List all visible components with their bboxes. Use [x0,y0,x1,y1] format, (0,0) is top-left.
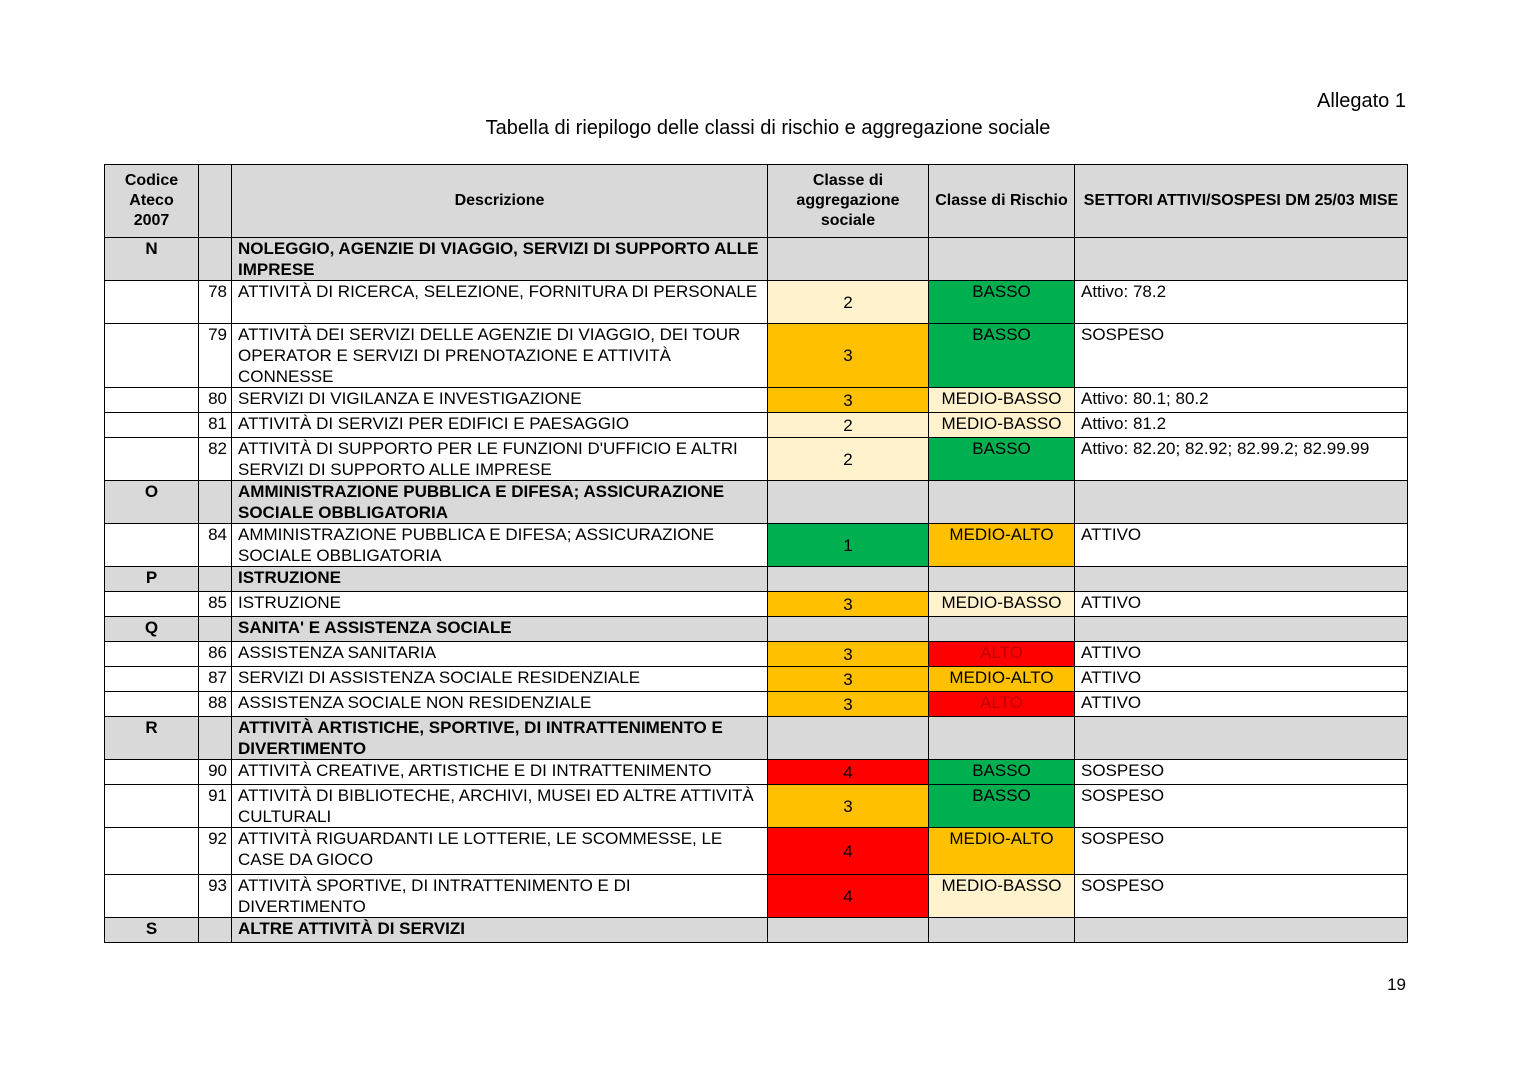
table-row [105,388,1408,413]
section-description: AMMINISTRAZIONE PUBBLICA E DIFESA; ASSICURAZIONE SOCIALE OBBLIGATORIA [232,481,768,524]
row-number: 80 [199,388,232,413]
row-settori: Attivo: 78.2 [1075,281,1408,324]
section-code: O [105,481,199,524]
table-row [105,785,1408,828]
row-number: 92 [199,828,232,875]
row-aggregazione: 2 [768,413,929,438]
row-code [105,413,199,438]
row-code [105,875,199,918]
section-row [105,481,1408,524]
row-code [105,828,199,875]
row-aggregazione: 3 [768,667,929,692]
row-code [105,760,199,785]
header-rischio: Classe di Rischio [929,165,1075,238]
row-description: ATTIVITÀ RIGUARDANTI LE LOTTERIE, LE SCOMMESSE, LE CASE DA GIOCO [232,828,768,875]
section-description: SANITA' E ASSISTENZA SOCIALE [232,617,768,642]
row-rischio: BASSO [929,785,1075,828]
section-description: ATTIVITÀ ARTISTICHE, SPORTIVE, DI INTRATTENIMENTO E DIVERTIMENTO [232,717,768,760]
table-row [105,760,1408,785]
allegato-label: Allegato 1 [1317,90,1406,112]
row-number: 91 [199,785,232,828]
table-row [105,667,1408,692]
row-code [105,642,199,667]
section-num [199,567,232,592]
row-number: 87 [199,667,232,692]
table-row [105,875,1408,918]
section-row [105,918,1408,943]
row-settori: ATTIVO [1075,592,1408,617]
section-settori [1075,567,1408,592]
table-row [105,413,1408,438]
section-row [105,617,1408,642]
row-description: ATTIVITÀ SPORTIVE, DI INTRATTENIMENTO E DI DIVERTIMENTO [232,875,768,918]
row-code [105,592,199,617]
section-rischio [929,481,1075,524]
table-row [105,524,1408,567]
row-number: 84 [199,524,232,567]
row-settori: ATTIVO [1075,667,1408,692]
header-settori: SETTORI ATTIVI/SOSPESI DM 25/03 MISE [1075,165,1408,238]
row-settori: Attivo: 82.20; 82.92; 82.99.2; 82.99.99 [1075,438,1408,481]
page-title: Tabella di riepilogo delle classi di rischio e aggregazione sociale [485,117,1051,139]
row-settori: ATTIVO [1075,524,1408,567]
row-settori: SOSPESO [1075,875,1408,918]
section-settori [1075,238,1408,281]
row-code [105,438,199,481]
section-settori [1075,481,1408,524]
row-aggregazione: 3 [768,592,929,617]
row-description: ATTIVITÀ DI BIBLIOTECHE, ARCHIVI, MUSEI ED ALTRE ATTIVITÀ CULTURALI [232,785,768,828]
section-aggregazione [768,918,929,943]
section-rischio [929,617,1075,642]
row-number: 79 [199,324,232,388]
row-code [105,692,199,717]
risk-summary-table [104,164,1408,943]
row-number: 90 [199,760,232,785]
row-code [105,281,199,324]
row-settori: SOSPESO [1075,785,1408,828]
row-aggregazione: 4 [768,875,929,918]
section-aggregazione [768,567,929,592]
section-code: R [105,717,199,760]
row-description: AMMINISTRAZIONE PUBBLICA E DIFESA; ASSICURAZIONE SOCIALE OBBLIGATORIA [232,524,768,567]
row-rischio: MEDIO-BASSO [929,592,1075,617]
row-code [105,388,199,413]
row-rischio: MEDIO-ALTO [929,828,1075,875]
row-number: 82 [199,438,232,481]
section-settori [1075,717,1408,760]
row-rischio: MEDIO-BASSO [929,388,1075,413]
section-num [199,238,232,281]
table-row [105,324,1408,388]
table-body [105,238,1408,943]
header-descrizione: Descrizione [232,165,768,238]
row-aggregazione: 4 [768,760,929,785]
table-row [105,592,1408,617]
row-code [105,785,199,828]
section-rischio [929,717,1075,760]
section-code: P [105,567,199,592]
row-aggregazione: 2 [768,438,929,481]
row-code [105,667,199,692]
section-row [105,567,1408,592]
row-number: 88 [199,692,232,717]
row-aggregazione: 2 [768,281,929,324]
section-rischio [929,918,1075,943]
row-rischio: MEDIO-ALTO [929,524,1075,567]
section-aggregazione [768,238,929,281]
row-aggregazione: 1 [768,524,929,567]
table-row [105,438,1408,481]
row-description: ASSISTENZA SOCIALE NON RESIDENZIALE [232,692,768,717]
row-rischio: MEDIO-BASSO [929,413,1075,438]
row-settori: SOSPESO [1075,324,1408,388]
table-header-row [105,165,1408,238]
row-rischio: BASSO [929,324,1075,388]
row-aggregazione: 3 [768,388,929,413]
header-codice: Codice Ateco 2007 [105,165,199,238]
row-description: SERVIZI DI VIGILANZA E INVESTIGAZIONE [232,388,768,413]
row-code [105,524,199,567]
section-code: N [105,238,199,281]
section-num [199,617,232,642]
row-number: 78 [199,281,232,324]
row-description: ATTIVITÀ CREATIVE, ARTISTICHE E DI INTRATTENIMENTO [232,760,768,785]
section-row [105,238,1408,281]
row-aggregazione: 3 [768,642,929,667]
row-aggregazione: 3 [768,785,929,828]
table-row [105,281,1408,324]
row-description: ASSISTENZA SANITARIA [232,642,768,667]
row-number: 81 [199,413,232,438]
section-description: ISTRUZIONE [232,567,768,592]
row-description: ATTIVITÀ DEI SERVIZI DELLE AGENZIE DI VIAGGIO, DEI TOUR OPERATOR E SERVIZI DI PRENOTAZIONE E ATTIVITÀ CONNESSE [232,324,768,388]
page-number: 19 [1387,975,1406,994]
section-row [105,717,1408,760]
table-row [105,828,1408,875]
row-rischio: BASSO [929,760,1075,785]
section-aggregazione [768,481,929,524]
row-aggregazione: 4 [768,828,929,875]
row-rischio: MEDIO-BASSO [929,875,1075,918]
row-rischio: ALTO [929,692,1075,717]
table-row [105,642,1408,667]
section-settori [1075,918,1408,943]
section-aggregazione [768,717,929,760]
row-description: ATTIVITÀ DI RICERCA, SELEZIONE, FORNITURA DI PERSONALE [232,281,768,324]
row-number: 86 [199,642,232,667]
row-rischio: MEDIO-ALTO [929,667,1075,692]
table-row [105,692,1408,717]
header-num [199,165,232,238]
row-description: ATTIVITÀ DI SUPPORTO PER LE FUNZIONI D'UFFICIO E ALTRI SERVIZI DI SUPPORTO ALLE IMPRESE [232,438,768,481]
section-description: NOLEGGIO, AGENZIE DI VIAGGIO, SERVIZI DI SUPPORTO ALLE IMPRESE [232,238,768,281]
section-code: S [105,918,199,943]
section-rischio [929,567,1075,592]
row-code [105,324,199,388]
row-number: 93 [199,875,232,918]
row-aggregazione: 3 [768,692,929,717]
row-rischio: BASSO [929,438,1075,481]
row-aggregazione: 3 [768,324,929,388]
row-description: SERVIZI DI ASSISTENZA SOCIALE RESIDENZIALE [232,667,768,692]
row-description: ATTIVITÀ DI SERVIZI PER EDIFICI E PAESAGGIO [232,413,768,438]
section-description: ALTRE ATTIVITÀ DI SERVIZI [232,918,768,943]
row-settori: Attivo: 81.2 [1075,413,1408,438]
row-settori: ATTIVO [1075,642,1408,667]
section-settori [1075,617,1408,642]
row-description: ISTRUZIONE [232,592,768,617]
row-settori: SOSPESO [1075,828,1408,875]
section-num [199,918,232,943]
row-settori: Attivo: 80.1; 80.2 [1075,388,1408,413]
row-number: 85 [199,592,232,617]
row-rischio: ALTO [929,642,1075,667]
row-rischio: BASSO [929,281,1075,324]
section-rischio [929,238,1075,281]
row-settori: ATTIVO [1075,692,1408,717]
section-aggregazione [768,617,929,642]
row-settori: SOSPESO [1075,760,1408,785]
section-num [199,717,232,760]
section-num [199,481,232,524]
header-aggregazione: Classe di aggregazione sociale [768,165,929,238]
section-code: Q [105,617,199,642]
